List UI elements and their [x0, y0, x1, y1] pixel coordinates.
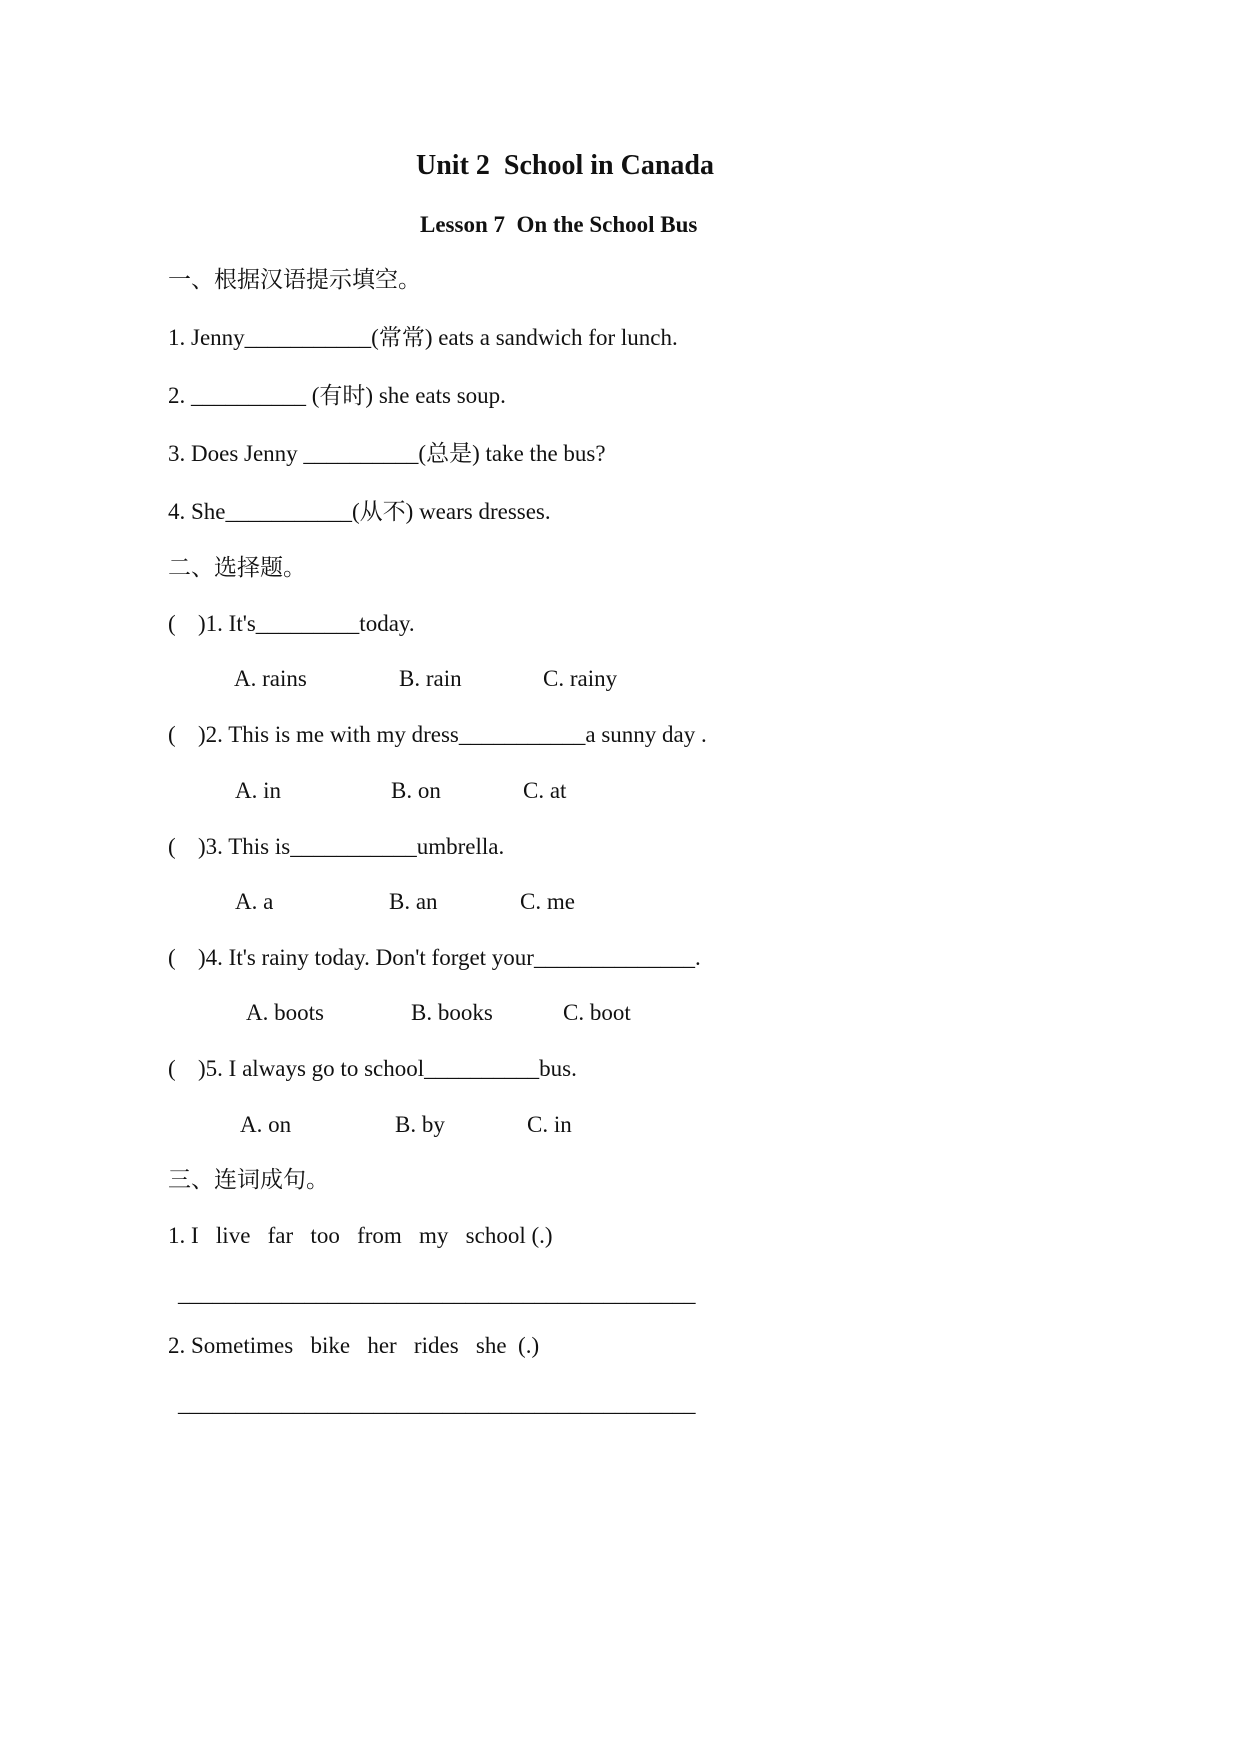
answer-bracket: ( [168, 722, 176, 747]
option-c: C. at [523, 778, 567, 803]
option-b: B. by [395, 1112, 445, 1137]
page-title: Unit 2 School in Canada [416, 150, 714, 181]
option-a: A. rains [234, 666, 307, 691]
question-stem: )2. This is me with my dress___________a sunny day . [198, 722, 707, 747]
option-a: A. boots [246, 1000, 324, 1025]
option-c: C. rainy [543, 666, 618, 691]
fill-in-item: 1. Jenny___________(常常) eats a sandwich for lunch. [168, 325, 678, 350]
section-2-heading: 二、选择题。 [168, 555, 306, 581]
question-stem: )4. It's rainy today. Don't forget your______________. [198, 945, 701, 970]
question-stem: )3. This is___________umbrella. [198, 834, 505, 859]
answer-line: _____________________________________________ [178, 1281, 696, 1306]
option-a: A. on [240, 1112, 292, 1137]
scrambled-sentence: 2. Sometimes bike her rides she (.) [168, 1333, 540, 1358]
answer-bracket: ( [168, 945, 176, 970]
option-b: B. an [389, 889, 438, 914]
option-c: C. boot [563, 1000, 631, 1025]
option-b: B. rain [399, 666, 462, 691]
section-1-heading: 一、根据汉语提示填空。 [168, 267, 421, 293]
section-3-heading: 三、连词成句。 [168, 1167, 329, 1193]
lesson-subtitle: Lesson 7 On the School Bus [420, 212, 698, 237]
answer-bracket: ( [168, 834, 176, 859]
answer-bracket: ( [168, 1056, 176, 1081]
option-c: C. me [520, 889, 575, 914]
option-b: B. on [391, 778, 441, 803]
option-a: A. a [235, 889, 274, 914]
question-stem: )5. I always go to school__________bus. [198, 1056, 577, 1081]
scrambled-sentence: 1. I live far too from my school (.) [168, 1223, 553, 1248]
option-c: C. in [527, 1112, 572, 1137]
option-a: A. in [235, 778, 281, 803]
fill-in-item: 4. She___________(从不) wears dresses. [168, 499, 551, 524]
fill-in-item: 2. __________ (有时) she eats soup. [168, 383, 506, 408]
fill-in-item: 3. Does Jenny __________(总是) take the bus? [168, 441, 606, 466]
option-b: B. books [411, 1000, 493, 1025]
answer-bracket: ( [168, 611, 176, 636]
question-stem: )1. It's_________today. [198, 611, 415, 636]
answer-line: _____________________________________________ [178, 1391, 696, 1416]
